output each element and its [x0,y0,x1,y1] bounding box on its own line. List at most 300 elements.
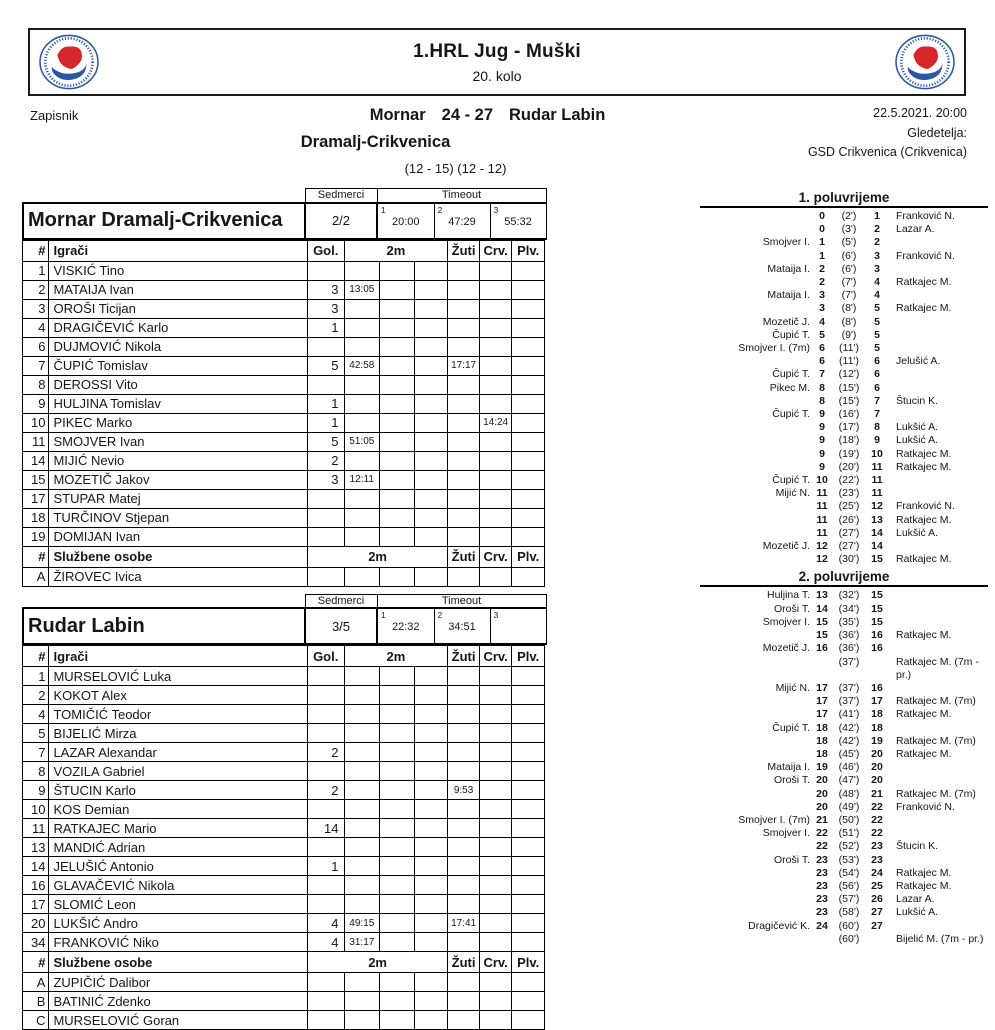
player-goals: 3 [307,470,344,489]
event-minute: (37') [832,695,866,708]
spacer-cell [23,594,305,608]
second-half-events [700,587,988,945]
team-2-section [22,594,547,1030]
player-name: RATKAJEC Mario [49,819,307,838]
player-row [23,489,545,508]
player-blue [512,933,545,952]
player-yellow [448,667,480,686]
goal-event-row [700,342,988,355]
col-blue-label: Plv. [512,952,545,973]
player-red [479,819,512,838]
goal-event-row [700,801,988,814]
away-scorer [888,589,988,602]
player-blue [512,470,545,489]
away-score: 11 [866,487,888,500]
away-scorer [888,368,988,381]
player-red [479,299,512,318]
player-name: FRANKOVIĆ Niko [49,933,307,952]
event-minute: (22') [832,474,866,487]
home-scorer: Oroši T. [700,854,812,867]
player-2m-1 [344,508,380,527]
team-2-sedmerci-value: 3/5 [305,608,377,644]
away-scorer: Franković N. [888,250,988,263]
player-goals [307,705,344,724]
player-yellow [448,819,480,838]
home-scorer: Čupić T. [700,722,812,735]
event-minute: (46') [832,761,866,774]
home-scorer: Čupić T. [700,329,812,342]
player-name: DRAGIČEVIĆ Karlo [49,318,307,337]
player-yellow [448,895,480,914]
player-red [479,337,512,356]
player-2m-3 [414,337,448,356]
player-red [479,394,512,413]
goal-event-row [700,695,988,708]
timeout-cell [434,203,490,239]
player-2m-2 [380,451,415,470]
player-yellow [448,261,480,280]
player-name: BATINIĆ Zdenko [49,992,307,1011]
goal-event-row [700,329,988,342]
away-score: 21 [866,788,888,801]
away-scorer [888,722,988,735]
home-scorer [700,893,812,906]
event-minute: (42') [832,722,866,735]
spectators-label: Gledetelja: [808,124,967,144]
home-scorer: Mozetič J. [700,642,812,655]
team-2-officials [23,973,545,1030]
player-name: ZUPIČIĆ Dalibor [49,973,307,992]
event-minute: (42') [832,735,866,748]
player-goals: 2 [307,743,344,762]
away-score: 24 [866,867,888,880]
goal-event-row [700,840,988,853]
player-goals: 1 [307,857,344,876]
player-2m-2 [380,470,415,489]
timeout-index: 2 [438,610,443,620]
player-goals [307,508,344,527]
player-number: 15 [23,470,49,489]
away-score: 10 [866,448,888,461]
player-goals [307,375,344,394]
player-2m-2 [380,356,415,375]
player-2m-2 [380,992,415,1011]
home-scorer: Oroši T. [700,774,812,787]
goal-event-row [700,434,988,447]
player-name: HULJINA Tomislav [49,394,307,413]
player-red [479,489,512,508]
player-row [23,895,545,914]
col-red-label: Crv. [479,546,512,567]
player-row [23,743,545,762]
home-score: 0 [812,210,832,223]
player-2m-1 [344,705,380,724]
player-2m-3 [414,895,448,914]
event-minute: (2') [832,210,866,223]
round-label: 20. kolo [100,68,894,84]
home-score: 21 [812,814,832,827]
away-score: 3 [866,250,888,263]
player-red [479,508,512,527]
event-minute: (26') [832,514,866,527]
home-scorer: Čupić T. [700,408,812,421]
player-2m-3 [414,800,448,819]
away-score: 15 [866,589,888,602]
home-score: 1 [812,236,832,249]
player-blue [512,432,545,451]
player-goals: 2 [307,451,344,470]
home-scorer: Mataija I. [700,263,812,276]
player-blue [512,686,545,705]
event-minute: (37') [832,656,866,682]
team-1-name: Mornar Dramalj-Crikvenica [23,203,305,239]
player-name: MIJIĆ Nevio [49,451,307,470]
sedmerci-label: Sedmerci [305,594,377,608]
player-name: PIKEC Marko [49,413,307,432]
event-minute: (35') [832,616,866,629]
player-row [23,838,545,857]
player-number: A [23,567,49,586]
away-scorer: Lukšić A. [888,527,988,540]
player-goals: 2 [307,781,344,800]
player-2m-2 [380,838,415,857]
team-1-players [23,261,545,546]
player-number: 1 [23,261,49,280]
player-name: STUPAR Matej [49,489,307,508]
away-scorer [888,854,988,867]
away-score: 6 [866,368,888,381]
player-2m-1: 51:05 [344,432,380,451]
player-2m-2 [380,819,415,838]
away-scorer [888,289,988,302]
player-blue [512,838,545,857]
away-scorer: Jelušić A. [888,355,988,368]
event-minute: (32') [832,589,866,602]
away-score: 1 [866,210,888,223]
player-goals [307,992,344,1011]
player-yellow [448,992,480,1011]
player-name: KOS Demian [49,800,307,819]
home-scorer [700,434,812,447]
player-yellow [448,705,480,724]
goal-event-row [700,708,988,721]
event-minute: (27') [832,527,866,540]
home-score: 23 [812,867,832,880]
match-datetime: 22.5.2021. 20:00 [808,104,967,124]
goal-event-row [700,629,988,642]
goal-event-row [700,289,988,302]
player-name: LAZAR Alexandar [49,743,307,762]
event-minute: (11') [832,355,866,368]
player-row [23,451,545,470]
player-number: 6 [23,337,49,356]
player-number: 7 [23,356,49,375]
player-number: 2 [23,280,49,299]
player-row [23,724,545,743]
event-minute: (27') [832,540,866,553]
roster-header-row [23,240,545,261]
player-yellow [448,762,480,781]
away-score: 3 [866,263,888,276]
home-score: 4 [812,316,832,329]
player-2m-1 [344,876,380,895]
event-minute: (58') [832,906,866,919]
col-red-label: Crv. [479,646,512,667]
player-row [23,527,545,546]
player-2m-1 [344,724,380,743]
player-name: MOZETIČ Jakov [49,470,307,489]
event-minute: (52') [832,840,866,853]
player-2m-1 [344,743,380,762]
event-minute: (5') [832,236,866,249]
player-goals [307,876,344,895]
away-score: 8 [866,421,888,434]
away-score: 20 [866,748,888,761]
player-goals: 5 [307,432,344,451]
home-scorer: Mataija I. [700,289,812,302]
away-score: 16 [866,629,888,642]
player-yellow [448,394,480,413]
player-goals: 1 [307,394,344,413]
player-row [23,819,545,838]
event-minute: (37') [832,682,866,695]
away-scorer: Franković N. [888,801,988,814]
player-number: 18 [23,508,49,527]
player-goals [307,489,344,508]
player-red [479,973,512,992]
goal-event-row [700,553,988,566]
player-yellow [448,857,480,876]
away-score: 22 [866,814,888,827]
player-number: C [23,1011,49,1030]
away-score: 5 [866,329,888,342]
home-score: 2 [812,276,832,289]
home-score: 17 [812,695,832,708]
player-goals [307,973,344,992]
home-scorer: Mijić N. [700,682,812,695]
col-yellow-label: Žuti [448,240,480,261]
away-scorer [888,329,988,342]
player-2m-3 [414,1011,448,1030]
match-meta [808,104,967,163]
player-red [479,895,512,914]
player-row [23,318,545,337]
player-number: 3 [23,299,49,318]
home-score: 8 [812,395,832,408]
player-2m-2 [380,299,415,318]
home-score: 18 [812,748,832,761]
home-score: 19 [812,761,832,774]
player-2m-1 [344,800,380,819]
home-scorer: Smojver I. [700,616,812,629]
player-2m-1 [344,451,380,470]
player-number: 11 [23,432,49,451]
player-blue [512,992,545,1011]
col-2m-label: 2m [307,546,447,567]
player-blue [512,451,545,470]
player-2m-3 [414,451,448,470]
col-number-label: # [23,546,49,567]
player-row [23,394,545,413]
goal-event-row [700,210,988,223]
home-score: 11 [812,487,832,500]
second-half-title: 2. poluvrijeme [700,569,988,587]
away-scorer [888,920,988,933]
goal-event-row [700,540,988,553]
player-row [23,973,545,992]
player-2m-2 [380,724,415,743]
player-name: VOZILA Gabriel [49,762,307,781]
timeout-index: 3 [494,205,499,215]
player-number: 19 [23,527,49,546]
player-row [23,337,545,356]
player-name: OROŠI Ticijan [49,299,307,318]
away-scorer [888,342,988,355]
home-score: 15 [812,629,832,642]
away-scorer: Ratkajec M. (7m) [888,695,988,708]
player-2m-2 [380,686,415,705]
goal-event-row [700,906,988,919]
away-scorer: Ratkajec M. [888,867,988,880]
player-2m-1 [344,1011,380,1030]
player-red [479,705,512,724]
player-row [23,508,545,527]
event-minute: (60') [832,933,866,946]
venue-name: GSD Crikvenica (Crikvenica) [808,143,967,163]
home-scorer [700,748,812,761]
home-score: 16 [812,642,832,655]
away-score: 7 [866,408,888,421]
goal-event-row [700,500,988,513]
away-scorer [888,474,988,487]
player-yellow [448,800,480,819]
away-score: 23 [866,854,888,867]
away-score: 14 [866,540,888,553]
away-scorer: Ratkajec M. [888,880,988,893]
player-2m-1 [344,527,380,546]
team-1-section [22,188,547,587]
home-team-name: Mornar [370,106,426,124]
away-scorer [888,616,988,629]
away-score: 27 [866,920,888,933]
player-row [23,992,545,1011]
player-2m-1: 13:05 [344,280,380,299]
player-2m-2 [380,762,415,781]
away-score: 13 [866,514,888,527]
player-yellow [448,318,480,337]
goal-event-row [700,933,988,946]
player-2m-3 [414,686,448,705]
player-row [23,857,545,876]
player-goals [307,337,344,356]
home-scorer [700,355,812,368]
player-number: 8 [23,375,49,394]
away-scorer: Ratkajec M. [888,302,988,315]
player-red [479,800,512,819]
player-2m-3 [414,743,448,762]
player-row [23,914,545,933]
player-2m-3 [414,394,448,413]
competition-banner [28,28,966,96]
player-2m-2 [380,394,415,413]
col-2m-label: 2m [344,240,448,261]
goal-event-row [700,788,988,801]
team-1-officials [23,567,545,586]
player-yellow [448,280,480,299]
timeout-cell [490,203,546,239]
roster-header-row [23,646,545,667]
player-2m-3 [414,318,448,337]
away-scorer [888,814,988,827]
player-2m-2 [380,432,415,451]
player-name: KOKOT Alex [49,686,307,705]
away-score: 4 [866,276,888,289]
player-goals [307,800,344,819]
spacer-cell [23,189,305,203]
player-number: 34 [23,933,49,952]
home-scorer [700,867,812,880]
timeout-index: 2 [438,205,443,215]
player-goals [307,1011,344,1030]
col-red-label: Crv. [479,240,512,261]
player-red [479,724,512,743]
player-blue [512,261,545,280]
goal-event-row [700,656,988,682]
away-score: 4 [866,289,888,302]
home-scorer [700,527,812,540]
player-red [479,838,512,857]
event-minute: (53') [832,854,866,867]
player-red [479,914,512,933]
first-half-events [700,208,988,566]
halves-score: (12 - 15) (12 - 12) [0,161,953,176]
player-red [479,375,512,394]
timeout-time: 34:51 [435,621,490,633]
player-2m-3 [414,914,448,933]
player-yellow [448,876,480,895]
player-number: 14 [23,857,49,876]
home-score: 11 [812,514,832,527]
player-blue [512,567,545,586]
player-2m-2 [380,781,415,800]
player-blue [512,667,545,686]
player-number: 2 [23,686,49,705]
player-row [23,299,545,318]
home-score: 7 [812,368,832,381]
goal-event-row [700,616,988,629]
event-minute: (6') [832,250,866,263]
home-score: 3 [812,289,832,302]
home-score: 18 [812,722,832,735]
player-number: B [23,992,49,1011]
home-score: 9 [812,461,832,474]
player-blue [512,743,545,762]
event-minute: (36') [832,642,866,655]
goal-event-row [700,250,988,263]
away-scorer [888,487,988,500]
away-scorer: Ratkajec M. (7m) [888,788,988,801]
player-yellow [448,432,480,451]
home-scorer: Dragičević K. [700,920,812,933]
timeout-index: 1 [381,205,386,215]
team-2-players [23,667,545,952]
player-yellow [448,973,480,992]
federation-logo-right-icon [894,34,956,90]
home-score: 5 [812,329,832,342]
event-minute: (54') [832,867,866,880]
player-2m-3 [414,527,448,546]
first-half-section [700,190,988,566]
